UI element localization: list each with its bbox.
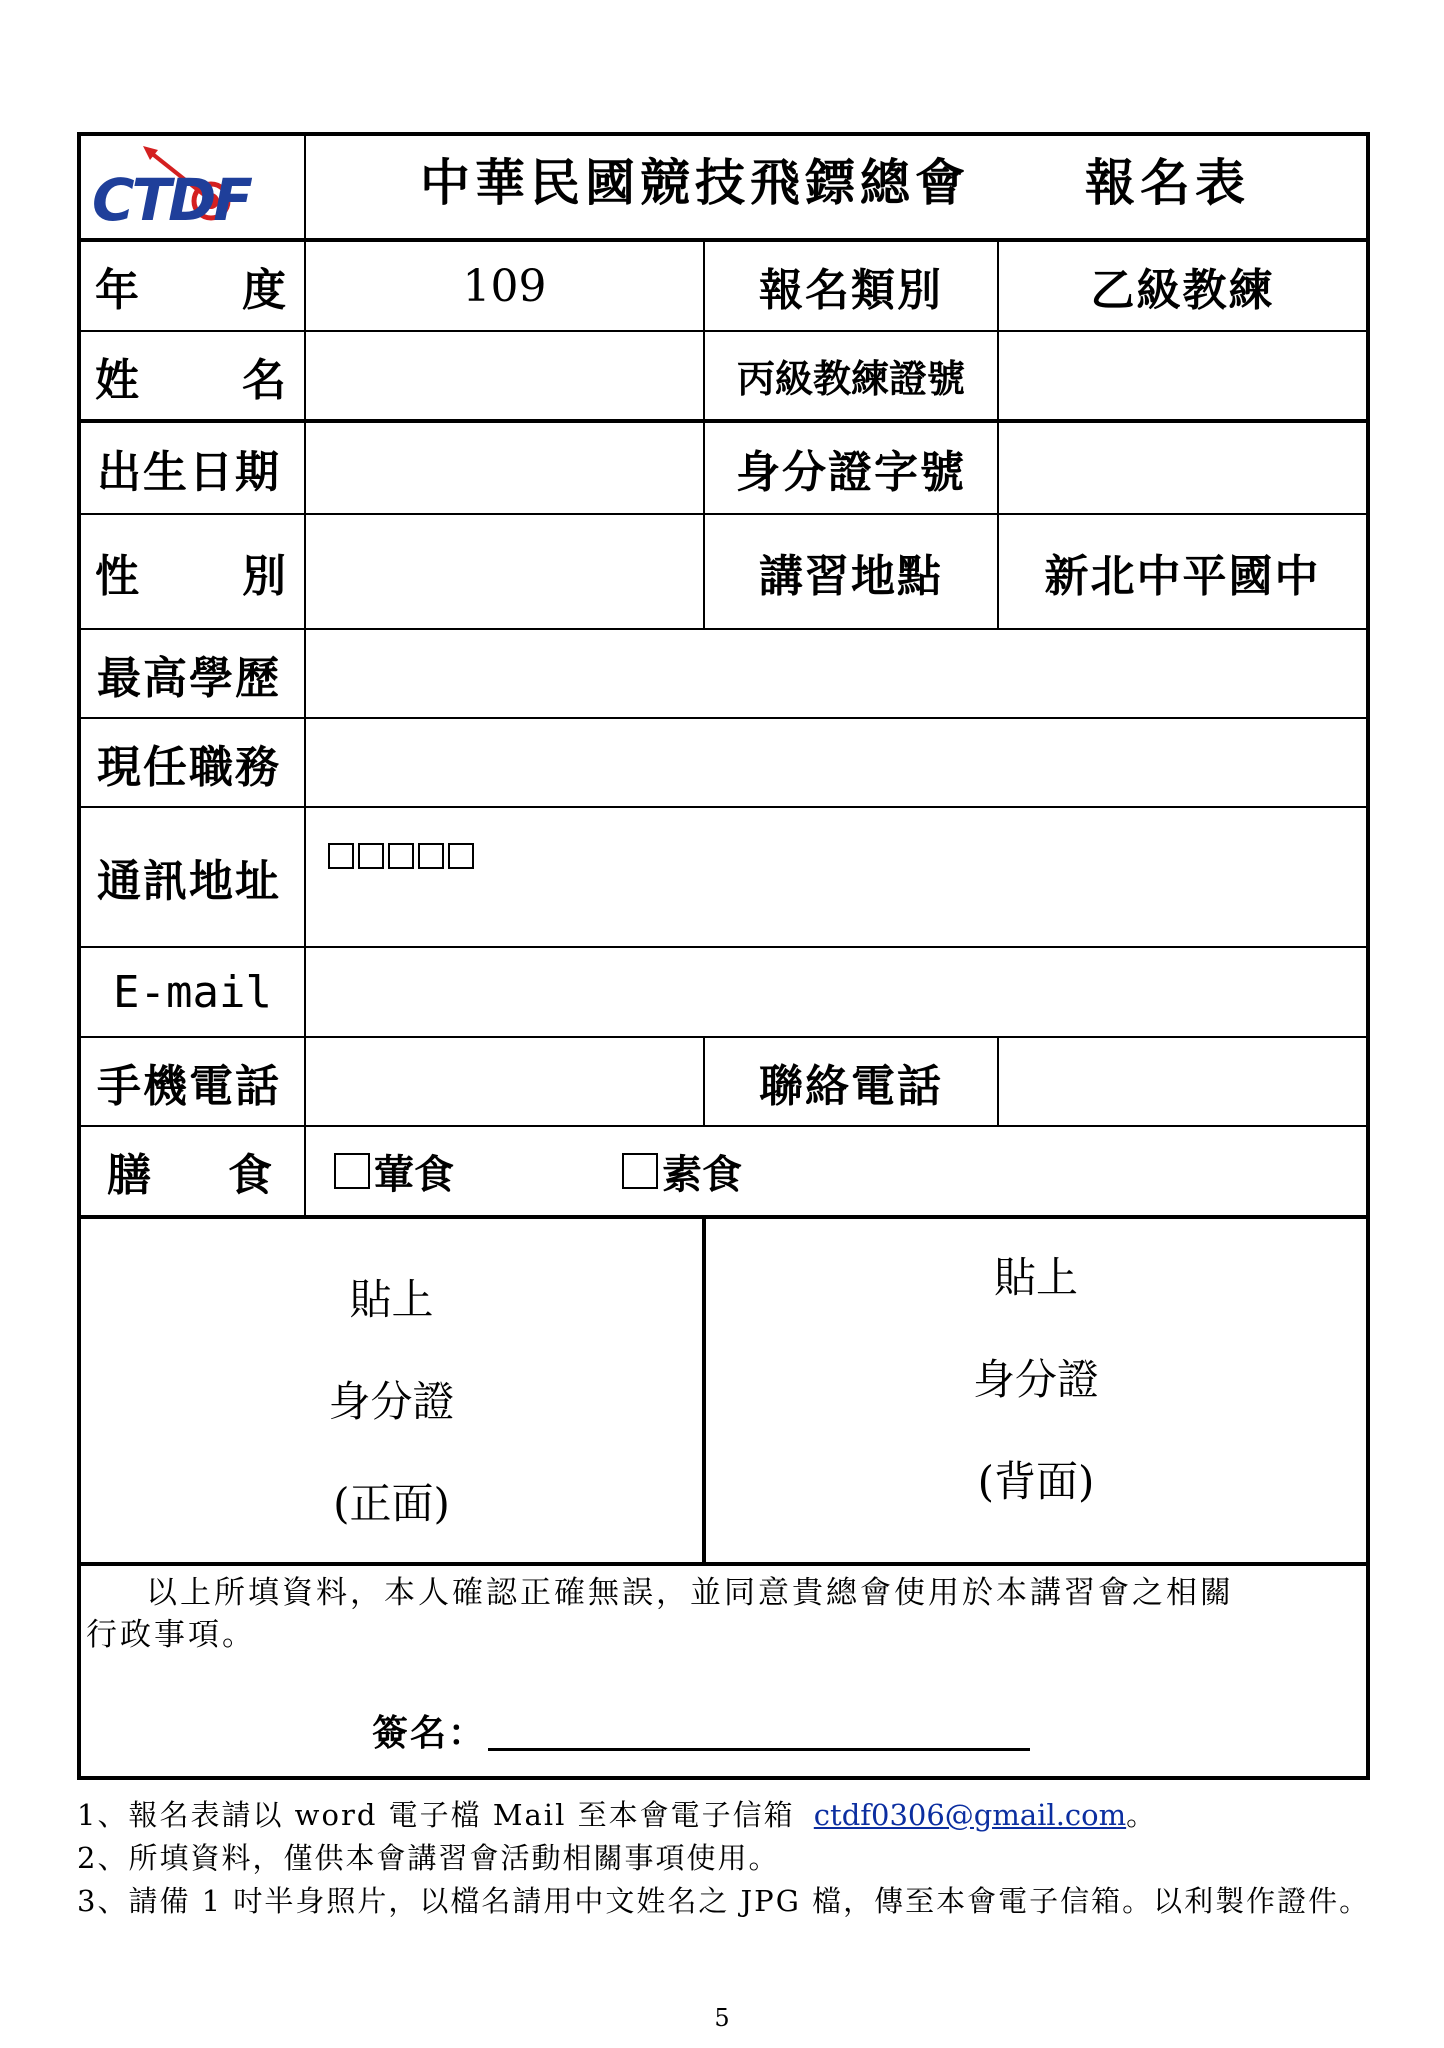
job-field[interactable] — [306, 719, 1366, 806]
org-name: 中華民國競技飛鏢總會 — [420, 153, 970, 212]
logo-text: CTDF — [92, 166, 250, 234]
zip-box[interactable] — [418, 843, 444, 869]
gender-label-b: 別 — [242, 550, 288, 602]
photo-back-line2: 身分證 — [972, 1355, 1099, 1404]
photo-back-line3: (背面) — [977, 1457, 1095, 1506]
meal-label-b: 食 — [228, 1150, 274, 1201]
photo-back-line1: 貼上 — [993, 1253, 1078, 1302]
meal-option-veg[interactable] — [622, 1127, 922, 1215]
contact-label: 聯絡電話 — [759, 1060, 943, 1112]
meal-option-meat[interactable] — [334, 1127, 634, 1215]
address-label: 通訊地址 — [97, 856, 281, 907]
year-value[interactable]: 109 — [462, 260, 547, 312]
consent-text — [86, 1572, 1366, 1656]
meal-label-a: 膳 — [107, 1150, 153, 1201]
note-3: 3、請備 1 吋半身照片，以檔名請用中文姓名之 JPG 檔，傳至本會電子信箱。以利製作證件。 — [77, 1884, 1371, 1918]
year-label-a: 年 — [95, 265, 141, 316]
address-field[interactable] — [306, 885, 1366, 945]
signature-line[interactable] — [488, 1748, 1030, 1751]
meat-option-label: 葷食 — [374, 1150, 454, 1198]
meat-checkbox[interactable] — [334, 1153, 370, 1189]
birth-field[interactable] — [306, 423, 703, 513]
id-no-field[interactable] — [999, 423, 1366, 513]
id-no-label: 身分證字號 — [736, 447, 966, 498]
gender-label-a: 性 — [95, 550, 141, 602]
cert-no-field[interactable] — [999, 332, 1366, 419]
consent-line2: 行政事項。 — [86, 1617, 256, 1653]
venue-label: 講習地點 — [759, 550, 943, 602]
year-label-b: 度 — [242, 265, 288, 316]
mobile-field[interactable] — [306, 1038, 703, 1125]
education-label: 最高學歷 — [97, 652, 281, 704]
id-back-photo-area[interactable] — [706, 1219, 1366, 1562]
note-1 — [77, 1793, 1157, 1834]
veg-option-label: 素食 — [662, 1150, 742, 1198]
reg-type-value[interactable]: 乙級教練 — [1090, 265, 1275, 316]
id-front-photo-area[interactable] — [81, 1219, 702, 1562]
mobile-label: 手機電話 — [97, 1060, 281, 1112]
veg-checkbox[interactable] — [622, 1153, 658, 1189]
education-field[interactable] — [306, 630, 1366, 717]
zip-box[interactable] — [448, 843, 474, 869]
note-2: 2、所填資料，僅供本會講習會活動相關事項使用。 — [77, 1841, 780, 1875]
reg-type-label: 報名類別 — [759, 265, 943, 316]
meal-label — [81, 1127, 304, 1215]
sign-label: 簽名： — [372, 1712, 487, 1754]
job-label: 現任職務 — [97, 741, 281, 793]
email-label: E-mail — [113, 966, 272, 1018]
email-field[interactable] — [306, 948, 1366, 1036]
year-label — [81, 242, 304, 330]
ctdf-logo — [88, 140, 298, 232]
photo-front-line3: (正面) — [333, 1479, 450, 1528]
name-label-a: 姓 — [95, 354, 141, 406]
cert-no-label: 丙級教練證號 — [736, 356, 965, 401]
name-field[interactable] — [306, 332, 703, 419]
contact-field[interactable] — [999, 1038, 1366, 1125]
photo-front-line2: 身分證 — [328, 1377, 455, 1426]
birth-label: 出生日期 — [97, 447, 281, 498]
email-link[interactable]: ctdf0306@gmail.com — [813, 1798, 1127, 1832]
zip-code-boxes[interactable] — [328, 843, 628, 877]
gender-label — [81, 515, 304, 628]
gender-field[interactable] — [306, 515, 703, 628]
zip-box[interactable] — [388, 843, 414, 869]
name-label — [81, 332, 304, 419]
consent-line1: 以上所填資料，本人確認正確無誤，並同意貴總會使用於本講習會之相關 — [146, 1575, 1234, 1611]
note-1-suffix: 。 — [1126, 1798, 1158, 1832]
note-1-text: 1、報名表請以 word 電子檔 Mail 至本會電子信箱 — [77, 1798, 795, 1832]
photo-front-line1: 貼上 — [349, 1275, 434, 1324]
page-number: 5 — [714, 2004, 730, 2032]
zip-box[interactable] — [358, 843, 384, 869]
venue-value[interactable]: 新北中平國中 — [1044, 550, 1321, 602]
name-label-b: 名 — [242, 354, 288, 406]
zip-box[interactable] — [328, 843, 354, 869]
row-divider — [77, 1562, 1370, 1566]
form-title: 報名表 — [1085, 153, 1250, 212]
